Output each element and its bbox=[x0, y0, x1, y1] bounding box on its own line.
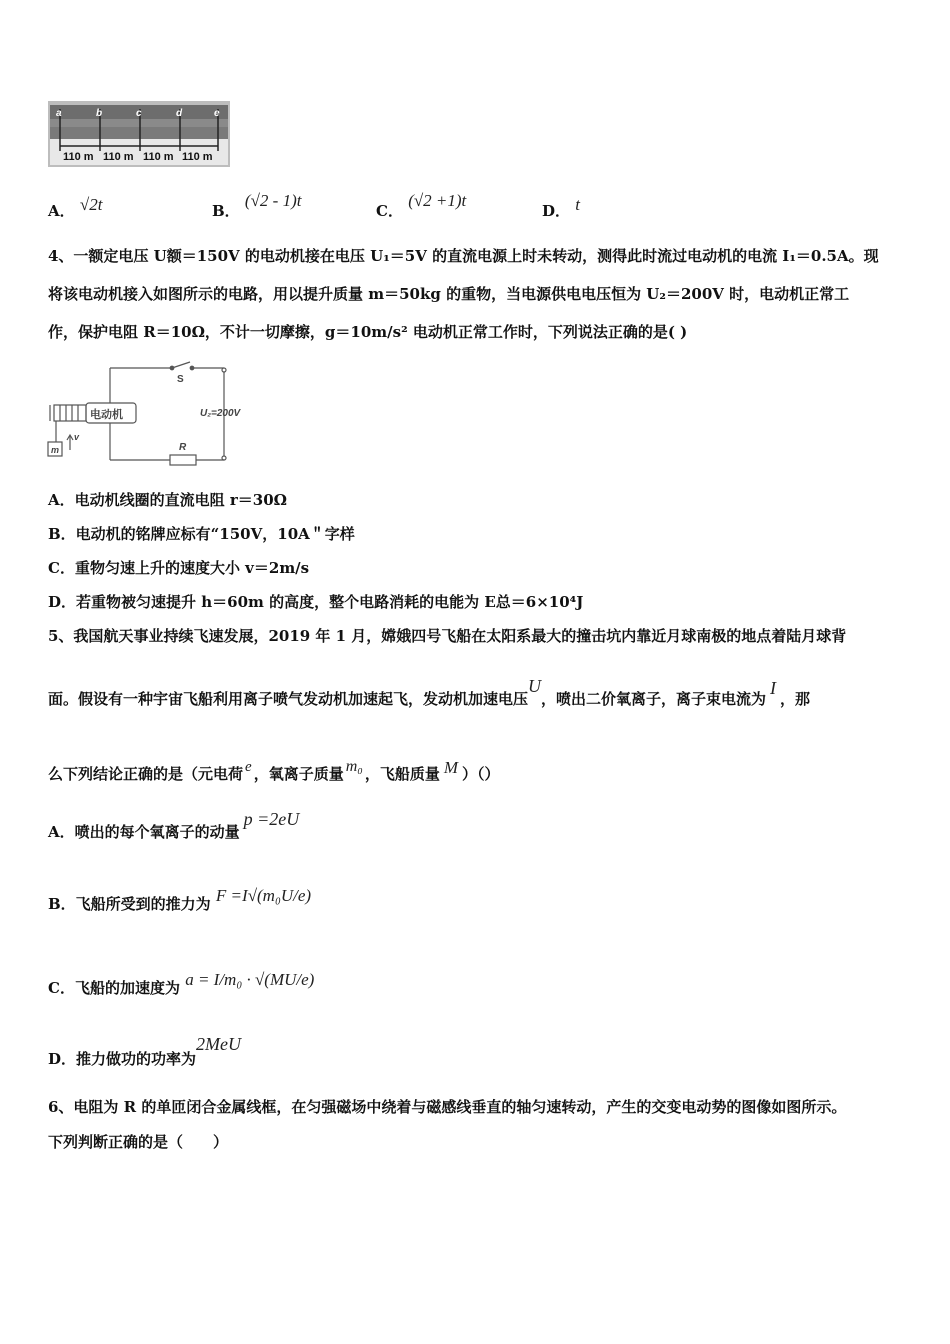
q4-option-a: A．电动机线圈的直流电阻 r＝30Ω bbox=[48, 491, 287, 509]
symbol-i: I bbox=[770, 678, 777, 698]
q5-option-a-text: A．喷出的每个氧离子的动量 bbox=[48, 823, 240, 841]
symbol-m0: m₀ bbox=[345, 758, 363, 775]
q5-option-b-text: B．飞船所受到的推力为 bbox=[48, 895, 211, 913]
switch-label: S bbox=[177, 374, 184, 385]
option-key: B． bbox=[212, 202, 240, 220]
velocity-label: v bbox=[74, 432, 80, 442]
segment-label-2: 110 m bbox=[103, 151, 134, 163]
option-expr: (√2 +1)t bbox=[408, 191, 467, 210]
q5-line-3-text-b: ，氧离子质量 bbox=[253, 765, 344, 783]
symbol-m: M bbox=[443, 758, 459, 777]
q3-option-b bbox=[212, 191, 302, 221]
resistor-label: R bbox=[179, 442, 187, 453]
voltage-label: U₂=200V bbox=[200, 408, 241, 419]
option-expr: √2t bbox=[79, 195, 103, 214]
q5-option-d-expr: 2MeU bbox=[196, 1034, 241, 1054]
q5-line-1: 5、我国航天事业持续飞速发展，2019 年 1 月，嫦娥四号飞船在太阳系最大的撞击坑内靠近月球南极的地点着陆月球背 bbox=[48, 627, 847, 645]
q6-line-2: 下列判断正确的是（ ） bbox=[48, 1133, 229, 1151]
track-figure bbox=[48, 101, 230, 167]
segment-label-3: 110 m bbox=[143, 151, 174, 163]
q4-line-3: 作，保护电阻 R＝10Ω，不计一切摩擦，g＝10m/s² 电动机正常工作时，下列说法正确的是( ) bbox=[48, 323, 688, 341]
q5-line-3-text-c: ，飞船质量 bbox=[364, 765, 440, 783]
q4-option-d: D．若重物被匀速提升 h＝60m 的高度，整个电路消耗的电能为 E总＝6×10⁴J bbox=[48, 593, 584, 611]
q5-line-3-text-d: ）（） bbox=[462, 765, 500, 783]
motor-label: 电动机 bbox=[90, 409, 123, 421]
q5-line-2-text-c: ，那 bbox=[780, 690, 811, 708]
q5-line-2-text-b: ，喷出二价氧离子，离子束电流为 bbox=[541, 690, 767, 708]
q5-option-b-expr: F =I√(m₀U/e) bbox=[215, 886, 312, 905]
option-key: C． bbox=[376, 202, 403, 220]
option-expr: t bbox=[575, 195, 580, 214]
circuit-figure bbox=[44, 360, 259, 468]
q3-option-d bbox=[542, 195, 580, 221]
q4-line-2: 将该电动机接入如图所示的电路，用以提升质量 m＝50kg 的重物，当电源供电电压恒为 U₂＝200V 时，电动机正常工 bbox=[48, 285, 850, 303]
track-label-a: a bbox=[56, 108, 62, 119]
option-expr: (√2 - 1)t bbox=[244, 191, 302, 210]
q5-line-3 bbox=[48, 758, 500, 784]
mass-label: m bbox=[51, 445, 60, 455]
q5-option-b bbox=[48, 886, 312, 914]
q5-option-c bbox=[48, 970, 315, 998]
symbol-u: U bbox=[528, 676, 542, 696]
q4-line-1: 4、一额定电压 U额＝150V 的电动机接在电压 U₁＝5V 的直流电源上时未转动，测得此时流过电动机的电流 I₁＝0.5A。现 bbox=[48, 247, 879, 265]
q5-option-a-expr: p =2eU bbox=[243, 809, 300, 829]
q5-option-d bbox=[48, 1034, 241, 1069]
track-label-c: c bbox=[136, 108, 142, 119]
segment-label-4: 110 m bbox=[182, 151, 213, 163]
q5-line-3-text-a: 么下列结论正确的是（元电荷 bbox=[48, 765, 244, 783]
q5-option-d-text: D．推力做功的功率为 bbox=[48, 1050, 197, 1068]
q3-option-c bbox=[376, 191, 467, 221]
track-label-e: e bbox=[214, 108, 220, 119]
q5-option-c-expr: a = I/m₀ · √(MU/e) bbox=[185, 970, 315, 989]
q5-option-c-text: C．飞船的加速度为 bbox=[48, 979, 180, 997]
q4-option-c: C．重物匀速上升的速度大小 v＝2m/s bbox=[48, 559, 310, 577]
q5-line-2 bbox=[48, 676, 811, 709]
q5-option-a bbox=[48, 809, 300, 842]
symbol-e: e bbox=[245, 759, 252, 775]
q6-line-1: 6、电阻为 R 的单匝闭合金属线框，在匀强磁场中绕着与磁感线垂直的轴匀速转动，产生的交变电动势的图像如图所示。 bbox=[48, 1098, 847, 1116]
option-key: D． bbox=[542, 202, 571, 220]
option-key: A． bbox=[48, 202, 75, 220]
q5-line-2-text-a: 面。假设有一种宇宙飞船利用离子喷气发动机加速起飞，发动机加速电压 bbox=[48, 690, 529, 708]
q3-option-a bbox=[48, 195, 103, 221]
track-label-b: b bbox=[96, 108, 103, 119]
track-label-d: d bbox=[176, 108, 183, 119]
segment-label-1: 110 m bbox=[63, 151, 94, 163]
q4-option-b: B．电动机的铭牌应标有“150V，10A＂字样 bbox=[48, 525, 355, 543]
